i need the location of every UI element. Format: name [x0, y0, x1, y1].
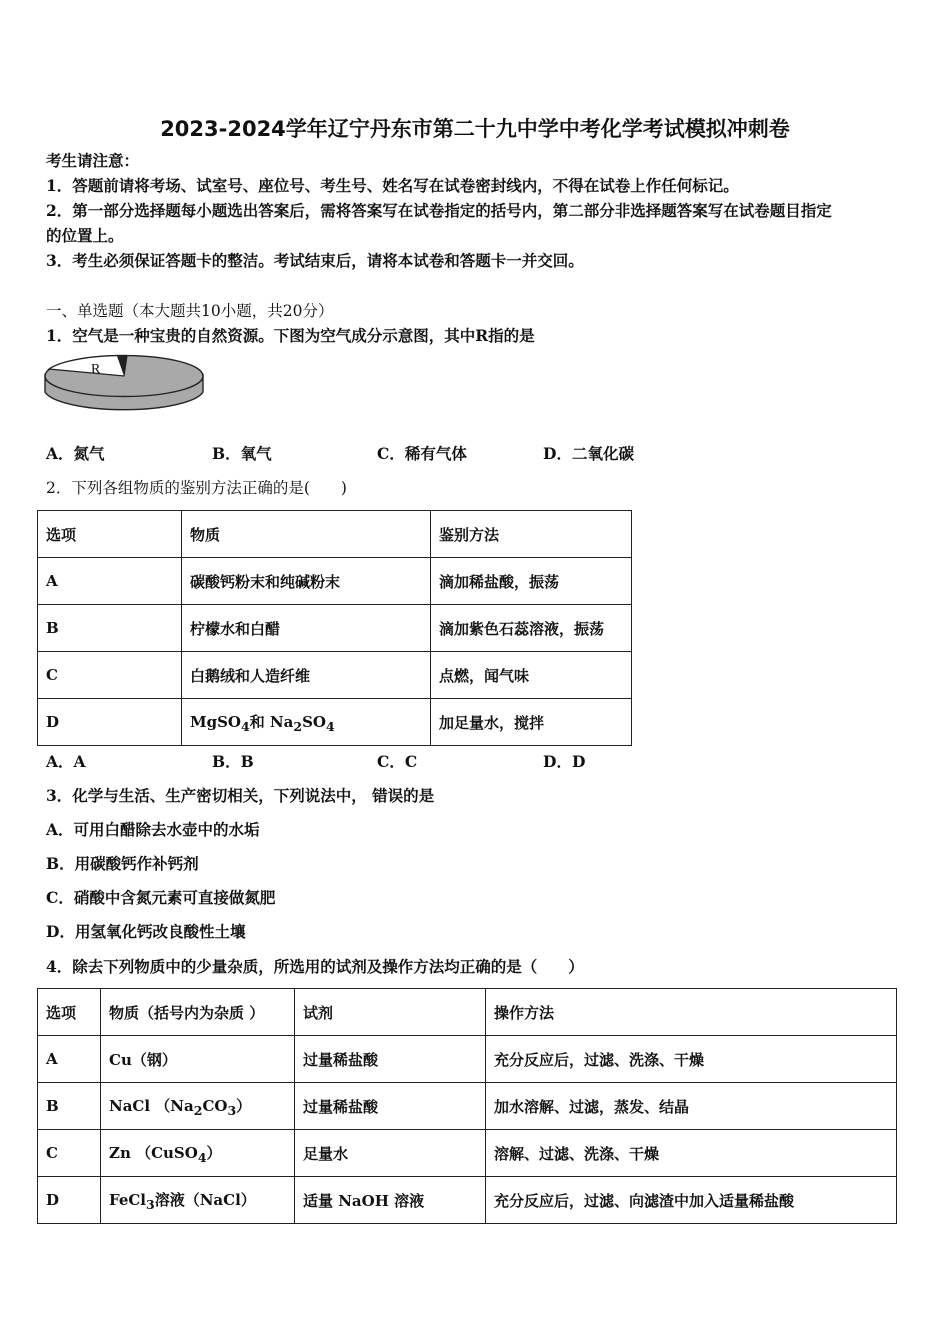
question-2-table	[37, 510, 632, 746]
question-4-table	[37, 988, 897, 1224]
section-heading: 一、单选题（本大题共10小题，共20分）	[46, 302, 334, 320]
table-header: 鉴别方法	[431, 511, 632, 558]
table-cell: 滴加稀盐酸，振荡	[431, 558, 632, 605]
table-header: 选项	[38, 511, 182, 558]
table-cell: 充分反应后，过滤、洗涤、干燥	[486, 1036, 897, 1083]
option-c[interactable]: C．硝酸中含氮元素可直接做氮肥	[46, 888, 276, 907]
table-cell: C	[38, 652, 182, 699]
option-d[interactable]: D．D	[543, 752, 586, 771]
option-a[interactable]: A．可用白醋除去水壶中的水垢	[46, 820, 260, 839]
table-cell: 加足量水，搅拌	[431, 699, 632, 746]
air-composition-pie-chart	[44, 354, 206, 418]
table-cell: 充分反应后，过滤、向滤渣中加入适量稀盐酸	[486, 1177, 897, 1224]
question-1-options	[46, 443, 634, 465]
table-row	[38, 558, 632, 605]
question-4-stem: 4．除去下列物质中的少量杂质，所选用的试剂及操作方法均正确的是（ ）	[46, 957, 584, 976]
table-header: 选项	[38, 989, 101, 1036]
table-cell: C	[38, 1130, 101, 1177]
table-row	[38, 1036, 897, 1083]
notice-item: 2．第一部分选择题每小题选出答案后，需将答案写在试卷指定的括号内，第二部分非选择题答案写在试卷题目指定	[46, 201, 832, 220]
table-cell: 白鹅绒和人造纤维	[182, 652, 431, 699]
option-b[interactable]: B．B	[212, 752, 254, 771]
table-row	[38, 1177, 897, 1224]
table-cell: 过量稀盐酸	[295, 1083, 486, 1130]
table-cell: 过量稀盐酸	[295, 1036, 486, 1083]
option-c[interactable]: C．稀有气体	[377, 444, 467, 463]
table-header: 物质（括号内为杂质 ）	[101, 989, 295, 1036]
table-cell: D	[38, 1177, 101, 1224]
pie-label: R	[91, 362, 101, 377]
table-cell: Cu（钢）	[101, 1036, 295, 1083]
option-c[interactable]: C．C	[377, 752, 418, 771]
table-cell: 足量水	[295, 1130, 486, 1177]
table-cell: A	[38, 558, 182, 605]
table-cell: 点燃，闻气味	[431, 652, 632, 699]
page-title: 2023-2024学年辽宁丹东市第二十九中学中考化学考试模拟冲刺卷	[160, 117, 790, 141]
table-cell: FeCl$_3$溶液（NaCl）	[101, 1177, 295, 1224]
table-cell: 溶解、过滤、洗涤、干燥	[486, 1130, 897, 1177]
option-d[interactable]: D．二氧化碳	[543, 444, 634, 463]
option-b[interactable]: B．氧气	[212, 444, 272, 463]
table-cell: 加水溶解、过滤，蒸发、结晶	[486, 1083, 897, 1130]
notice-heading: 考生请注意：	[46, 151, 140, 170]
question-3-stem: 3．化学与生活、生产密切相关，下列说法中， 错误的是	[46, 786, 435, 805]
table-row	[38, 605, 632, 652]
table-cell: B	[38, 605, 182, 652]
table-cell: 柠檬水和白醋	[182, 605, 431, 652]
option-b[interactable]: B．用碳酸钙作补钙剂	[46, 854, 199, 873]
table-header: 物质	[182, 511, 431, 558]
option-a[interactable]: A．氮气	[46, 444, 105, 463]
notice-item: 3．考生必须保证答题卡的整洁。考试结束后，请将本试卷和答题卡一并交回。	[46, 251, 584, 270]
table-cell: B	[38, 1083, 101, 1130]
table-cell: Zn （CuSO$_4$）	[101, 1130, 295, 1177]
table-cell: NaCl $(Na_2CO_3)$	[101, 1083, 295, 1130]
table-cell: 滴加紫色石蕊溶液，振荡	[431, 605, 632, 652]
table-cell: MgSO$_4$和 $Na_2SO_4$	[182, 699, 431, 746]
table-row	[38, 699, 632, 746]
table-cell: A	[38, 1036, 101, 1083]
table-cell: 适量 NaOH 溶液	[295, 1177, 486, 1224]
table-header: 试剂	[295, 989, 486, 1036]
question-2-options	[46, 751, 585, 773]
notice-item: 的位置上。	[46, 226, 124, 245]
table-cell: 碳酸钙粉末和纯碱粉末	[182, 558, 431, 605]
option-d[interactable]: D．用氢氧化钙改良酸性土壤	[46, 922, 246, 941]
table-row	[38, 652, 632, 699]
table-header: 操作方法	[486, 989, 897, 1036]
table-header-row	[38, 511, 632, 558]
table-cell: D	[38, 699, 182, 746]
notice-item: 1．答题前请将考场、试室号、座位号、考生号、姓名写在试卷密封线内，不得在试卷上作任何标记。	[46, 176, 739, 195]
table-header-row	[38, 989, 897, 1036]
option-a[interactable]: A．A	[46, 752, 86, 771]
table-row	[38, 1130, 897, 1177]
question-1-stem: 1．空气是一种宝贵的自然资源。下图为空气成分示意图，其中R指的是	[46, 326, 535, 345]
table-row	[38, 1083, 897, 1130]
question-2-stem: 2．下列各组物质的鉴别方法正确的是( )	[46, 479, 347, 497]
